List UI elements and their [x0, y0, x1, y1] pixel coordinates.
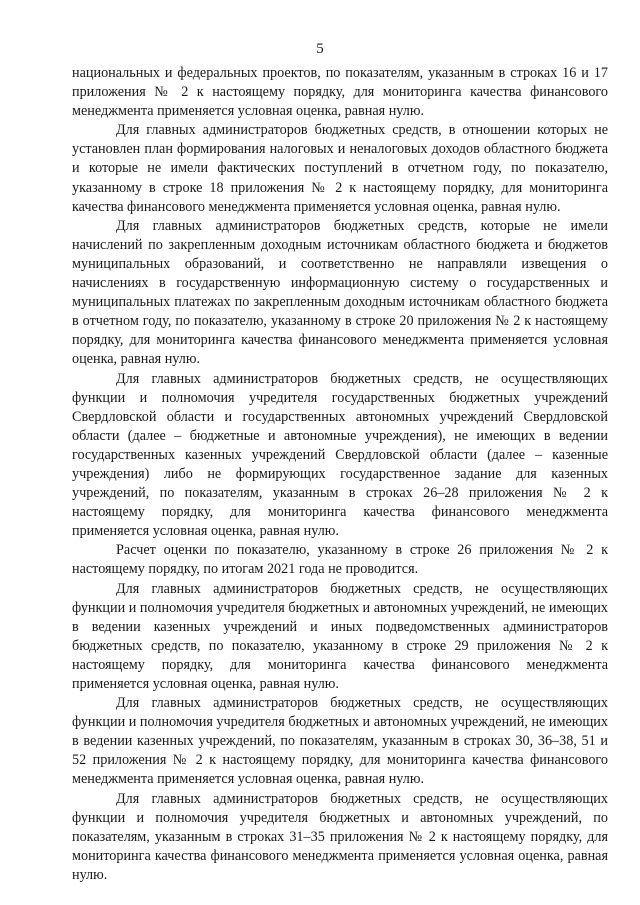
page-number: 5 — [316, 41, 324, 57]
document-body — [72, 64, 608, 885]
paragraph: Для главных администраторов бюджетных средств, не осуществляющих функции и полномочия учредителя бюджетных и автономных учреждений, не имеющих в ведении казенных учреждений, по показателям, указанным в строках 30, 36–38, 51 и 52 приложения № 2 к настоящему порядку, для мониторинга качества финансового менеджмента применяется условная оценка, равная нулю. — [72, 695, 608, 788]
paragraph: Для главных администраторов бюджетных средств, которые не имели начислений по закрепленным доходным источникам областного бюджета и бюджетов муниципальных образований, и соответственно не направляли извещения о начислениях в государственную информационную систему о государственных и муниципальных платежах по закрепленным доходным источникам областного бюджета в отчетном году, по показателю, указанному в строке 20 приложения № 2 к настоящему порядку, для мониторинга качества финансового менеджмента применяется условная оценка, равная нулю. — [72, 217, 608, 368]
paragraph: национальных и федеральных проектов, по показателям, указанным в строках 16 и 17 приложения № 2 к настоящему порядку, для мониторинга качества финансового менеджмента применяется условная оценка, равная нулю. — [72, 65, 608, 120]
paragraph: Для главных администраторов бюджетных средств, не осуществляющих функции и полномочия учредителя бюджетных и автономных учреждений, по показателям, указанным в строках 31–35 приложения № 2 к настоящему порядку, для мониторинга качества финансового менеджмента применяется условная оценка, равная нулю. — [72, 790, 608, 883]
paragraph: Для главных администраторов бюджетных средств, не осуществляющих функции и полномочия учредителя бюджетных и автономных учреждений, не имеющих в ведении казенных учреждений и иных подведомственных администраторов бюджетных средств, по показателю, указанному в строке 29 приложения № 2 к настоящему порядку, для мониторинга качества финансового менеджмента применяется условная оценка, равная нулю. — [72, 580, 608, 692]
paragraph: Расчет оценки по показателю, указанному в строке 26 приложения № 2 к настоящему порядку, по итогам 2021 года не проводится. — [72, 542, 608, 578]
paragraph: Для главных администраторов бюджетных средств, не осуществляющих функции и полномочия учредителя государственных бюджетных учреждений Свердловской области и государственных автономных учреждений Свердловской области (далее – бюджетные и автономные учреждения), не имеющих в ведении государственных казенных учреждений Свердловской области (далее – казенные учреждения) либо не формирующих государственное задание для казенных учреждений, по показателям, указанным в строках 26–28 приложения № 2 к настоящему порядку, для мониторинга качества финансового менеджмента применяется условная оценка, равная нулю. — [72, 370, 608, 540]
paragraph: Для главных администраторов бюджетных средств, в отношении которых не установлен план формирования налоговых и неналоговых доходов областного бюджета и которые не имели фактических поступлений в отчетном году, по показателю, указанному в строке 18 приложения № 2 к настоящему порядку, для мониторинга качества финансового менеджмента применяется условная оценка, равная нулю. — [72, 122, 608, 215]
